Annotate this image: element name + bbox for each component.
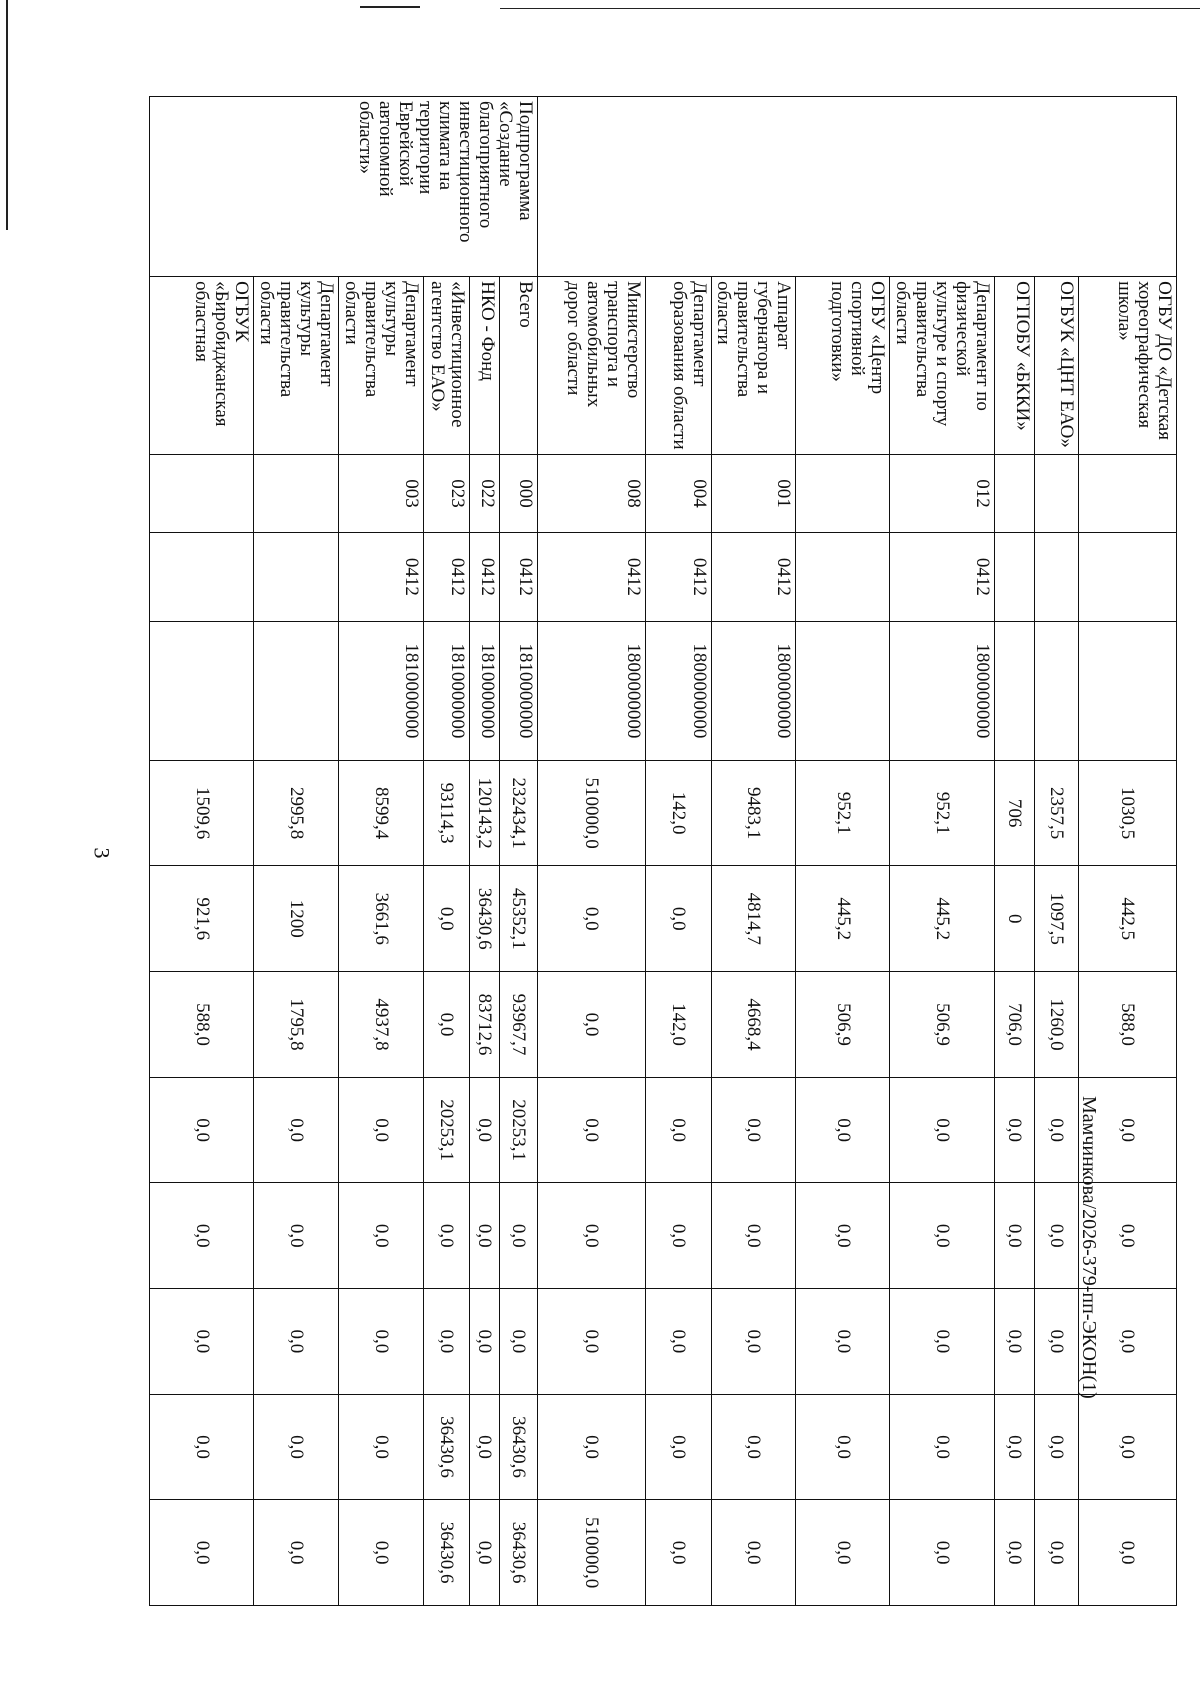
- amount-cell: 0,0: [645, 1183, 711, 1289]
- csr-code-cell: 1810000000: [469, 621, 499, 760]
- amount-cell: 0,0: [1035, 1289, 1079, 1395]
- table-row: [469, 97, 499, 1606]
- amount-cell: 0,0: [796, 1183, 890, 1289]
- organization-cell: ОГПОБУ «БККИ»: [995, 277, 1035, 455]
- amount-cell: 3661,6: [338, 866, 423, 972]
- amount-cell: 0,0: [423, 972, 469, 1078]
- organization-cell: Аппарат губернатора и правительства области: [711, 277, 796, 455]
- amount-cell: 0,0: [338, 1289, 423, 1395]
- program-cell: Подпрограмма «Создание благоприятного инвестиционного климата на территории Еврейской автономной области»: [150, 97, 538, 277]
- table-row: [645, 97, 711, 1606]
- amount-cell: 36430,6: [423, 1500, 469, 1606]
- scan-mark-left: [6, 0, 8, 230]
- scan-mark-top-long: [500, 8, 1200, 9]
- amount-cell: 510000,0: [537, 760, 645, 866]
- organization-cell: Департамент культуры правительства области: [254, 277, 339, 455]
- document-code: Мамчинкова/2026-379-пп-ЭКОН(1): [1078, 1096, 1100, 1399]
- amount-cell: 0,0: [537, 1183, 645, 1289]
- amount-cell: 142,0: [645, 972, 711, 1078]
- amount-cell: 445,2: [796, 866, 890, 972]
- organization-cell: ОГБУ «Центр спортивной подготовки»: [796, 277, 890, 455]
- csr-code-cell: 1810000000: [499, 621, 537, 760]
- amount-cell: 0,0: [537, 1289, 645, 1395]
- amount-cell: 0,0: [1035, 1500, 1079, 1606]
- csr-code-cell: [1035, 621, 1079, 760]
- amount-cell: 0,0: [537, 866, 645, 972]
- amount-cell: 0,0: [890, 1077, 995, 1183]
- csr-code-cell: 1800000000: [537, 621, 645, 760]
- rz-code-cell: [1079, 532, 1177, 621]
- amount-cell: 4937,8: [338, 972, 423, 1078]
- csr-code-cell: [254, 621, 339, 760]
- table-row: [338, 97, 423, 1606]
- amount-cell: 706: [995, 760, 1035, 866]
- table-row: [537, 97, 645, 1606]
- amount-cell: 442,5: [1079, 866, 1177, 972]
- amount-cell: 0,0: [711, 1183, 796, 1289]
- amount-cell: 0,0: [995, 1394, 1035, 1500]
- grbs-code-cell: [254, 455, 339, 533]
- amount-cell: 4814,7: [711, 866, 796, 972]
- organization-cell: Министерство транспорта и автомобильных дорог области: [537, 277, 645, 455]
- amount-cell: 0,0: [890, 1394, 995, 1500]
- organization-cell: ОГБУ ДО «Детская хореографическая школа»: [1079, 277, 1177, 455]
- amount-cell: 120143,2: [469, 760, 499, 866]
- amount-cell: 1509,6: [150, 760, 254, 866]
- amount-cell: 0,0: [796, 1394, 890, 1500]
- table-row: [499, 97, 537, 1606]
- amount-cell: 952,1: [796, 760, 890, 866]
- amount-cell: 0,0: [890, 1183, 995, 1289]
- grbs-code-cell: 001: [711, 455, 796, 533]
- amount-cell: 0,0: [890, 1289, 995, 1395]
- amount-cell: 1097,5: [1035, 866, 1079, 972]
- amount-cell: 0,0: [254, 1183, 339, 1289]
- amount-cell: 0,0: [1035, 1183, 1079, 1289]
- organization-cell: Департамент по физической культуре и спорту правительства области: [890, 277, 995, 455]
- amount-cell: 20253,1: [423, 1077, 469, 1183]
- amount-cell: 0,0: [1079, 1183, 1177, 1289]
- rz-code-cell: 0412: [338, 532, 423, 621]
- amount-cell: 0,0: [423, 1183, 469, 1289]
- amount-cell: 0,0: [796, 1500, 890, 1606]
- amount-cell: 0,0: [150, 1289, 254, 1395]
- amount-cell: 0,0: [645, 1289, 711, 1395]
- amount-cell: 0,0: [469, 1500, 499, 1606]
- grbs-code-cell: [1035, 455, 1079, 533]
- amount-cell: 0,0: [711, 1289, 796, 1395]
- csr-code-cell: [995, 621, 1035, 760]
- amount-cell: 45352,1: [499, 866, 537, 972]
- amount-cell: 0,0: [423, 866, 469, 972]
- amount-cell: 445,2: [890, 866, 995, 972]
- amount-cell: 93967,7: [499, 972, 537, 1078]
- amount-cell: 588,0: [150, 972, 254, 1078]
- amount-cell: 0,0: [1035, 1394, 1079, 1500]
- amount-cell: 952,1: [890, 760, 995, 866]
- organization-cell: Всего: [499, 277, 537, 455]
- csr-code-cell: [1079, 621, 1177, 760]
- amount-cell: 0,0: [645, 1500, 711, 1606]
- csr-code-cell: 1810000000: [338, 621, 423, 760]
- amount-cell: 921,6: [150, 866, 254, 972]
- amount-cell: 588,0: [1079, 972, 1177, 1078]
- rz-code-cell: 0412: [537, 532, 645, 621]
- amount-cell: 0,0: [711, 1394, 796, 1500]
- organization-cell: ОГБУК «Биробиджанская областная: [150, 277, 254, 455]
- table-wrapper: [179, 96, 1177, 1606]
- amount-cell: 0,0: [150, 1183, 254, 1289]
- amount-cell: 0,0: [995, 1077, 1035, 1183]
- amount-cell: 0,0: [338, 1077, 423, 1183]
- amount-cell: 0,0: [469, 1394, 499, 1500]
- amount-cell: 0,0: [1079, 1077, 1177, 1183]
- rz-code-cell: [995, 532, 1035, 621]
- amount-cell: 506,9: [796, 972, 890, 1078]
- grbs-code-cell: 012: [890, 455, 995, 533]
- table-row: [254, 97, 339, 1606]
- grbs-code-cell: 000: [499, 455, 537, 533]
- rz-code-cell: 0412: [499, 532, 537, 621]
- amount-cell: 36430,6: [499, 1394, 537, 1500]
- grbs-code-cell: [995, 455, 1035, 533]
- amount-cell: 0,0: [338, 1183, 423, 1289]
- table-row: [796, 97, 890, 1606]
- amount-cell: 1260,0: [1035, 972, 1079, 1078]
- amount-cell: 0,0: [254, 1394, 339, 1500]
- amount-cell: 0,0: [796, 1077, 890, 1183]
- amount-cell: 0,0: [995, 1183, 1035, 1289]
- csr-code-cell: 1810000000: [423, 621, 469, 760]
- amount-cell: 2995,8: [254, 760, 339, 866]
- amount-cell: 36430,6: [423, 1394, 469, 1500]
- rz-code-cell: 0412: [423, 532, 469, 621]
- organization-cell: Департамент образования области: [645, 277, 711, 455]
- amount-cell: 0,0: [150, 1394, 254, 1500]
- amount-cell: 0,0: [711, 1500, 796, 1606]
- table-row: [1035, 97, 1079, 1606]
- amount-cell: 0,0: [150, 1500, 254, 1606]
- grbs-code-cell: 023: [423, 455, 469, 533]
- amount-cell: 4668,4: [711, 972, 796, 1078]
- amount-cell: 232434,1: [499, 760, 537, 866]
- table-row: [423, 97, 469, 1606]
- amount-cell: 0,0: [537, 1077, 645, 1183]
- amount-cell: 0,0: [1079, 1289, 1177, 1395]
- amount-cell: 0,0: [645, 1394, 711, 1500]
- csr-code-cell: 1800000000: [711, 621, 796, 760]
- rz-code-cell: 0412: [469, 532, 499, 621]
- rz-code-cell: [796, 532, 890, 621]
- amount-cell: 0,0: [890, 1500, 995, 1606]
- amount-cell: 93114,3: [423, 760, 469, 866]
- amount-cell: 0,0: [711, 1077, 796, 1183]
- amount-cell: 0,0: [254, 1289, 339, 1395]
- amount-cell: 0,0: [645, 866, 711, 972]
- rz-code-cell: [254, 532, 339, 621]
- amount-cell: 0,0: [1079, 1394, 1177, 1500]
- amount-cell: 0,0: [499, 1183, 537, 1289]
- grbs-code-cell: [796, 455, 890, 533]
- organization-cell: НКО - Фонд: [469, 277, 499, 455]
- grbs-code-cell: 022: [469, 455, 499, 533]
- table-row: [150, 97, 254, 1606]
- amount-cell: 0: [995, 866, 1035, 972]
- amount-cell: 506,9: [890, 972, 995, 1078]
- amount-cell: 8599,4: [338, 760, 423, 866]
- amount-cell: 0,0: [469, 1289, 499, 1395]
- grbs-code-cell: [1079, 455, 1177, 533]
- organization-cell: ОГБУК «ЦНТ ЕАО»: [1035, 277, 1079, 455]
- amount-cell: 0,0: [995, 1500, 1035, 1606]
- amount-cell: 0,0: [499, 1289, 537, 1395]
- rz-code-cell: [150, 532, 254, 621]
- rz-code-cell: 0412: [890, 532, 995, 621]
- amount-cell: 0,0: [254, 1500, 339, 1606]
- amount-cell: 142,0: [645, 760, 711, 866]
- csr-code-cell: [150, 621, 254, 760]
- amount-cell: 36430,6: [499, 1500, 537, 1606]
- amount-cell: 1200: [254, 866, 339, 972]
- amount-cell: 0,0: [423, 1289, 469, 1395]
- table-body: [150, 97, 1177, 1606]
- csr-code-cell: 1800000000: [890, 621, 995, 760]
- table-row: [711, 97, 796, 1606]
- amount-cell: 1795,8: [254, 972, 339, 1078]
- rz-code-cell: [1035, 532, 1079, 621]
- grbs-code-cell: [150, 455, 254, 533]
- amount-cell: 83712,6: [469, 972, 499, 1078]
- amount-cell: 0,0: [254, 1077, 339, 1183]
- amount-cell: 1030,5: [1079, 760, 1177, 866]
- organization-cell: «Инвестиционное агентство ЕАО»: [423, 277, 469, 455]
- table-row: [890, 97, 995, 1606]
- organization-cell: Департамент культуры правительства области: [338, 277, 423, 455]
- amount-cell: 0,0: [150, 1077, 254, 1183]
- page-number: 3: [89, 847, 115, 859]
- rz-code-cell: 0412: [711, 532, 796, 621]
- budget-table: [149, 96, 1177, 1606]
- grbs-code-cell: 004: [645, 455, 711, 533]
- amount-cell: 0,0: [796, 1289, 890, 1395]
- grbs-code-cell: 008: [537, 455, 645, 533]
- amount-cell: 0,0: [469, 1183, 499, 1289]
- amount-cell: 20253,1: [499, 1077, 537, 1183]
- amount-cell: 706,0: [995, 972, 1035, 1078]
- csr-code-cell: 1800000000: [645, 621, 711, 760]
- amount-cell: 0,0: [645, 1077, 711, 1183]
- amount-cell: 2357,5: [1035, 760, 1079, 866]
- amount-cell: 0,0: [469, 1077, 499, 1183]
- amount-cell: 36430,6: [469, 866, 499, 972]
- csr-code-cell: [796, 621, 890, 760]
- grbs-code-cell: 003: [338, 455, 423, 533]
- amount-cell: 0,0: [338, 1500, 423, 1606]
- amount-cell: 0,0: [1079, 1500, 1177, 1606]
- rz-code-cell: 0412: [645, 532, 711, 621]
- amount-cell: 0,0: [537, 1394, 645, 1500]
- amount-cell: 0,0: [338, 1394, 423, 1500]
- program-cell: [537, 97, 1176, 277]
- amount-cell: 510000,0: [537, 1500, 645, 1606]
- table-row: [995, 97, 1035, 1606]
- amount-cell: 0,0: [537, 972, 645, 1078]
- amount-cell: 9483,1: [711, 760, 796, 866]
- scan-mark-top: [360, 6, 420, 8]
- amount-cell: 0,0: [1035, 1077, 1079, 1183]
- amount-cell: 0,0: [995, 1289, 1035, 1395]
